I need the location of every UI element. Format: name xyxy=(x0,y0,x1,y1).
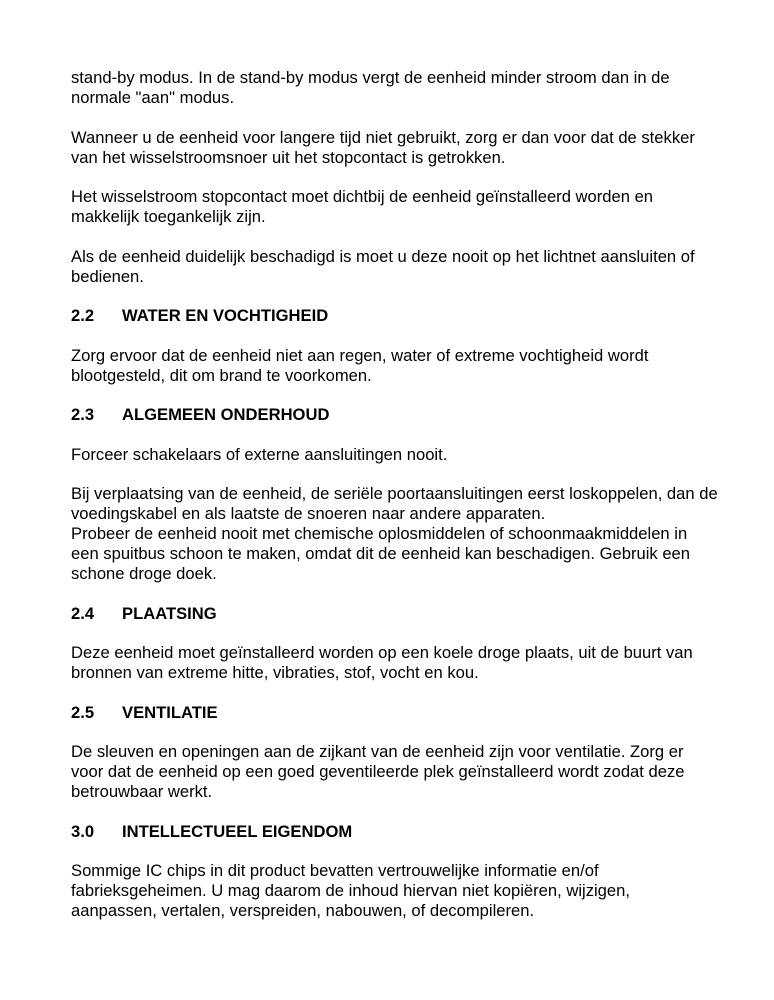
paragraph-moving: Bij verplaatsing van de eenheid, de seriële poortaansluitingen eerst loskoppelen, dan de voedingskabel en als laatste de snoeren naar andere apparaten. xyxy=(71,484,718,523)
section-number: 2.5 xyxy=(71,702,95,722)
section-heading-2-2 xyxy=(71,306,751,326)
paragraph-ventilation: De sleuven en openingen aan de zijkant van de eenheid zijn voor ventilatie. Zorg er voor dat de eenheid op een goed geventileerde plek geïnstalleerd wordt zodat deze betrouwbaar werkt. xyxy=(71,742,685,801)
paragraph-ip: Sommige IC chips in dit product bevatten vertrouwelijke informatie en/of fabrieksgeheimen. U mag daarom de inhoud hiervan niet kopiëren, wijzigen, aanpassen, vertalen, verspreiden, nabouwen, of decompileren. xyxy=(71,861,630,920)
section-number: 3.0 xyxy=(71,821,95,841)
section-title: PLAATSING xyxy=(122,603,217,623)
paragraph-cleaning: Probeer de eenheid nooit met chemische oplosmiddelen of schoonmaakmiddelen in een spuitbus schoon te maken, omdat dit de eenheid kan beschadigen. Gebruik een schone droge doek. xyxy=(71,524,691,583)
section-number: 2.2 xyxy=(71,306,95,325)
section-heading-3-0 xyxy=(71,822,751,842)
section-title: INTELLECTUEEL EIGENDOM xyxy=(122,821,353,841)
section-heading-2-3 xyxy=(71,405,751,425)
paragraph-switches: Forceer schakelaars of externe aansluitingen nooit. xyxy=(71,444,448,464)
section-title: VENTILATIE xyxy=(122,702,218,722)
section-number: 2.4 xyxy=(71,603,95,623)
section-title: WATER EN VOCHTIGHEID xyxy=(122,306,329,325)
paragraph-water: Zorg ervoor dat de eenheid niet aan regen, water of extreme vochtigheid wordt blootgesteld, dit om brand te voorkomen. xyxy=(71,345,649,385)
paragraph-damage: Als de eenheid duidelijk beschadigd is moet u deze nooit op het lichtnet aansluiten of bedienen. xyxy=(71,246,695,286)
section-heading-2-4 xyxy=(71,604,751,624)
paragraph-placement: Deze eenheid moet geïnstalleerd worden op een koele droge plaats, uit de buurt van bronnen van extreme hitte, vibraties, stof, vocht en kou. xyxy=(71,643,693,682)
document-page xyxy=(71,68,751,941)
paragraph-unplug: Wanneer u de eenheid voor langere tijd niet gebruikt, zorg er dan voor dat de stekker van het wisselstroomsnoer uit het stopcontact is getrokken. xyxy=(71,127,695,167)
section-number: 2.3 xyxy=(71,405,95,424)
section-title: ALGEMEEN ONDERHOUD xyxy=(122,405,330,424)
paragraph-standby: stand-by modus. In de stand-by modus vergt de eenheid minder stroom dan in de normale "aan" modus. xyxy=(71,68,670,107)
paragraph-outlet: Het wisselstroom stopcontact moet dichtbij de eenheid geïnstalleerd worden en makkelijk toegankelijk zijn. xyxy=(71,187,654,226)
section-heading-2-5 xyxy=(71,703,751,723)
